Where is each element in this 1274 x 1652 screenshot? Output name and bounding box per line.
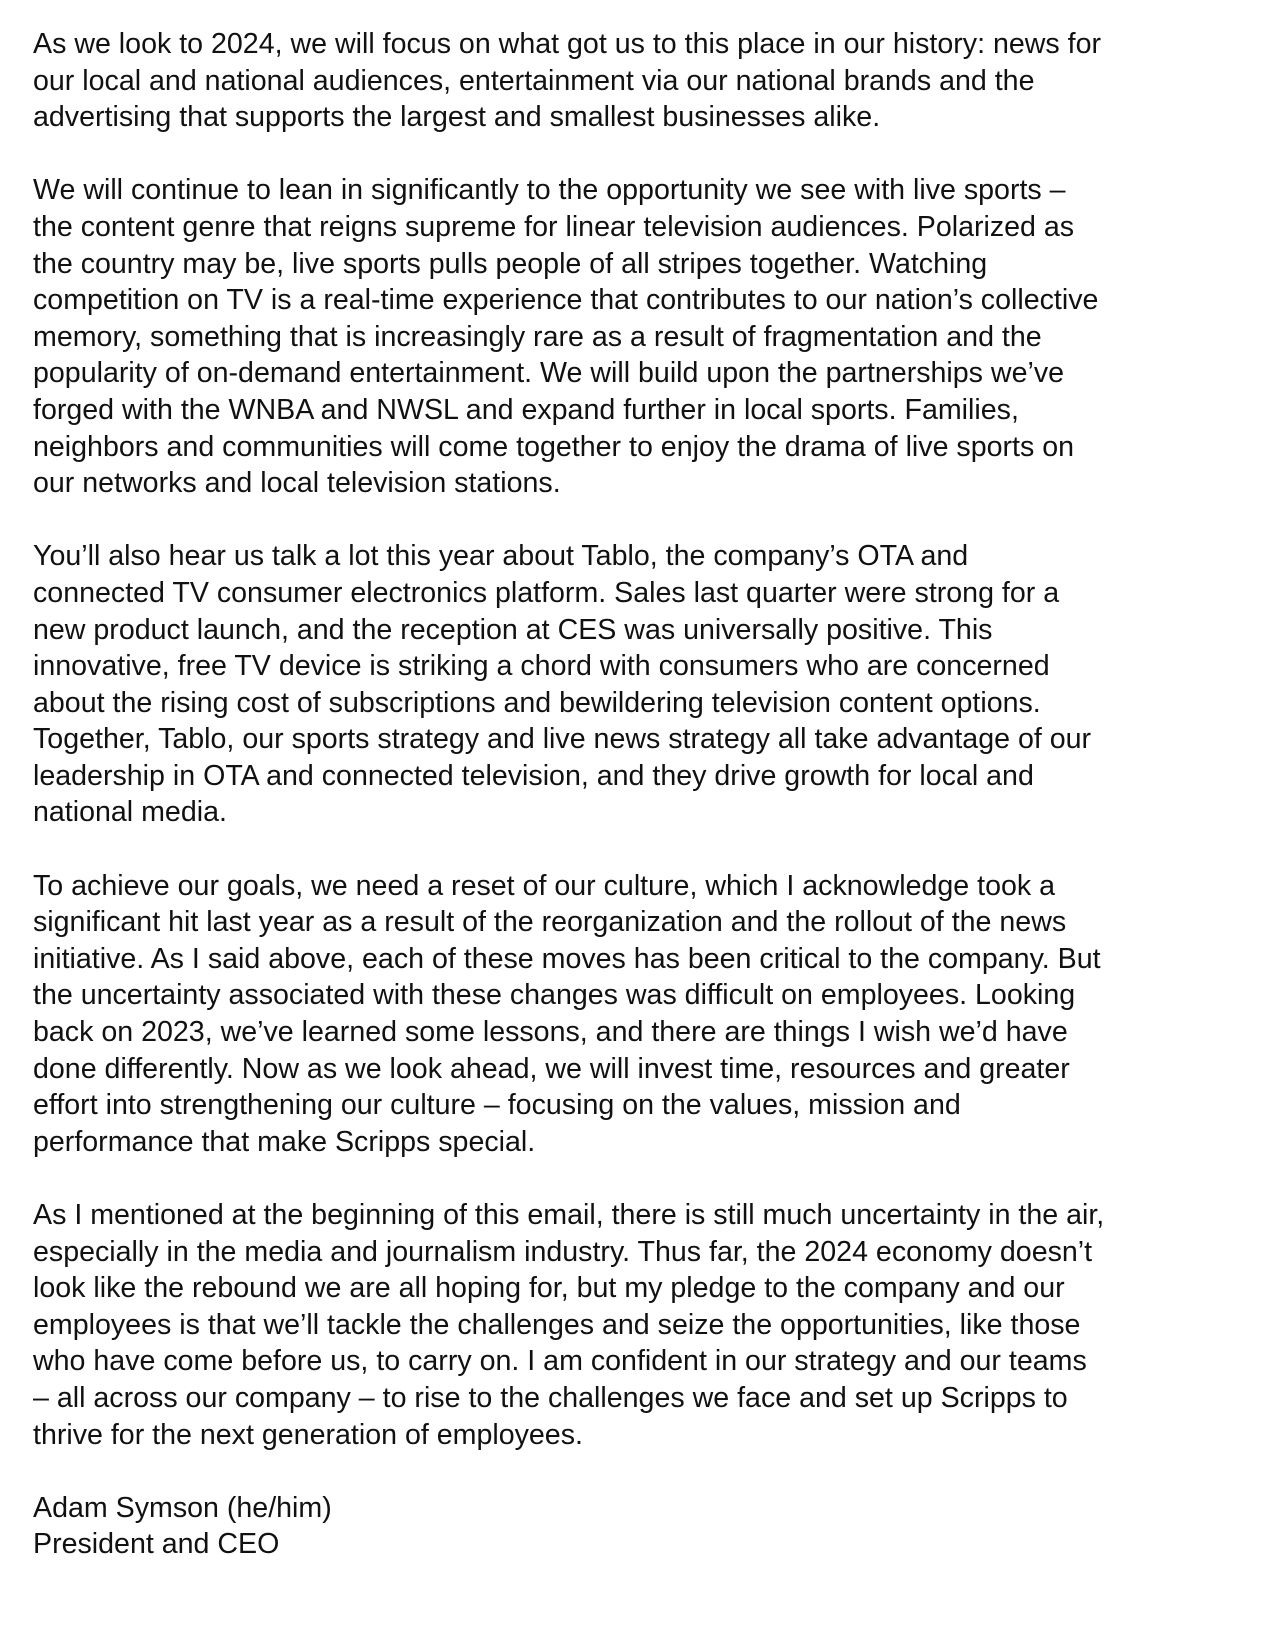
text-line: innovative, free TV device is striking a chord with consumers who are concerned xyxy=(33,650,1050,683)
text-line: memory, something that is increasingly rare as a result of fragmentation and the xyxy=(33,320,1042,353)
text-line: You’ll also hear us talk a lot this year about Tablo, the company’s OTA and xyxy=(33,540,969,573)
signature-title: President and CEO xyxy=(33,1528,280,1561)
text-line: the country may be, live sports pulls people of all stripes together. Watching xyxy=(33,247,988,280)
text-line: competition on TV is a real-time experience that contributes to our nation’s collective xyxy=(33,284,1099,317)
text-line: We will continue to lean in significantly to the opportunity we see with live sports – xyxy=(33,174,1066,207)
text-line: As we look to 2024, we will focus on what got us to this place in our history: news for xyxy=(33,28,1102,60)
text-line: done differently. Now as we look ahead, we will invest time, resources and greater xyxy=(33,1052,1070,1085)
text-line: the uncertainty associated with these changes was difficult on employees. Looking xyxy=(33,979,1076,1012)
signature-block xyxy=(33,1490,1248,1563)
paragraph-tablo xyxy=(33,538,1248,831)
text-line: especially in the media and journalism industry. Thus far, the 2024 economy doesn’t xyxy=(33,1235,1093,1268)
text-line: the content genre that reigns supreme for linear television audiences. Polarized as xyxy=(33,210,1075,243)
text-line: thrive for the next generation of employees. xyxy=(33,1418,583,1451)
paragraph-live-sports xyxy=(33,172,1248,501)
text-line: significant hit last year as a result of the reorganization and the rollout of the news xyxy=(33,906,1067,939)
text-line: – all across our company – to rise to the challenges we face and set up Scripps to xyxy=(33,1381,1068,1414)
text-line: performance that make Scripps special. xyxy=(33,1125,536,1158)
text-line: popularity of on-demand entertainment. We will build upon the partnerships we’ve xyxy=(33,357,1065,390)
text-line: look like the rebound we are all hoping for, but my pledge to the company and our xyxy=(33,1272,1065,1305)
text-line: advertising that supports the largest and smallest businesses alike. xyxy=(33,101,881,134)
text-line: about the rising cost of subscriptions and bewildering television content options. xyxy=(33,686,1041,719)
text-line: new product launch, and the reception at CES was universally positive. This xyxy=(33,613,993,646)
text-line: national media. xyxy=(33,796,227,829)
text-line: leadership in OTA and connected television, and they drive growth for local and xyxy=(33,759,1034,792)
text-line: effort into strengthening our culture – focusing on the values, mission and xyxy=(33,1089,961,1122)
paragraph-2024-focus xyxy=(33,26,1248,136)
text-line: our local and national audiences, entertainment via our national brands and the xyxy=(33,64,1035,97)
text-line: To achieve our goals, we need a reset of our culture, which I acknowledge took a xyxy=(33,869,1056,902)
text-line: who have come before us, to carry on. I am confident in our strategy and our teams xyxy=(33,1345,1087,1378)
signature-name: Adam Symson (he/him) xyxy=(33,1491,332,1524)
text-line: Together, Tablo, our sports strategy and live news strategy all take advantage of our xyxy=(33,723,1092,756)
text-line: As I mentioned at the beginning of this email, there is still much uncertainty in the air, xyxy=(33,1199,1105,1231)
paragraph-culture xyxy=(33,868,1248,1161)
paragraph-closing xyxy=(33,1197,1248,1453)
text-line: neighbors and communities will come together to enjoy the drama of live sports on xyxy=(33,430,1075,463)
text-line: forged with the WNBA and NWSL and expand further in local sports. Families, xyxy=(33,393,1019,426)
text-line: our networks and local television stations. xyxy=(33,467,561,500)
text-line: back on 2023, we’ve learned some lessons, and there are things I wish we’d have xyxy=(33,1016,1068,1049)
letter-body xyxy=(33,26,1248,1563)
text-line: employees is that we’ll tackle the challenges and seize the opportunities, like those xyxy=(33,1308,1081,1341)
text-line: initiative. As I said above, each of these moves has been critical to the company. But xyxy=(33,942,1101,975)
text-line: connected TV consumer electronics platform. Sales last quarter were strong for a xyxy=(33,576,1060,609)
